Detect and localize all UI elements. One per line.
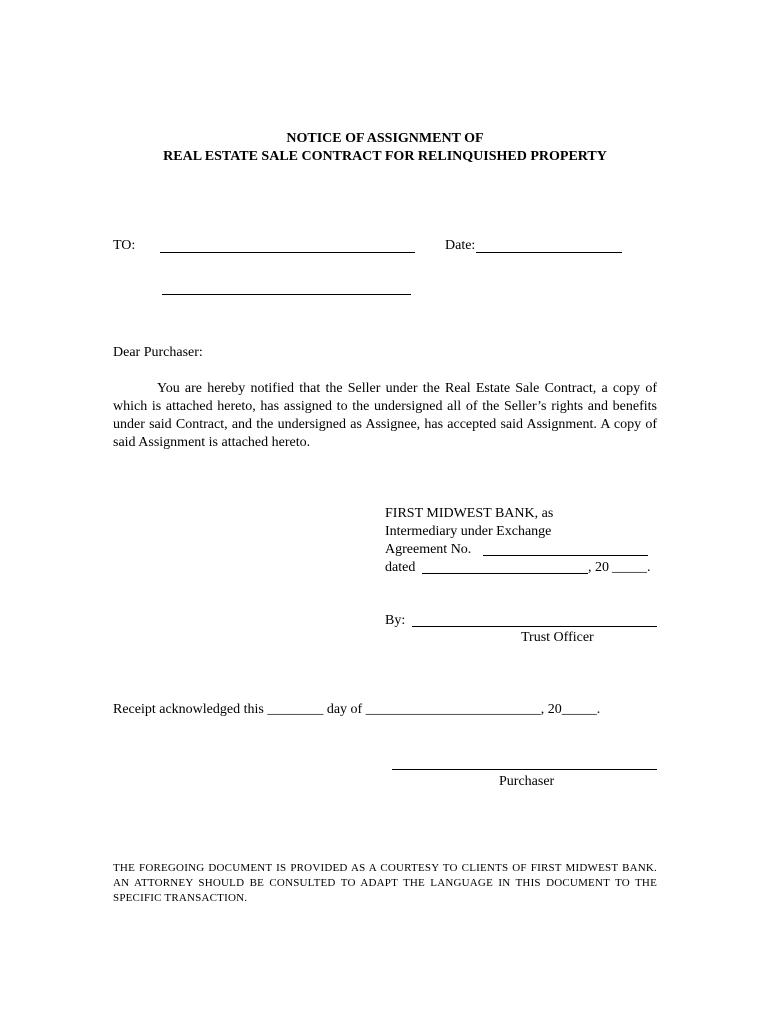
- dated-year-prefix: , 20: [588, 560, 609, 575]
- by-label: By:: [385, 613, 406, 628]
- dated-year-blank: _____.: [612, 560, 651, 575]
- date-line: [476, 252, 622, 253]
- to-line-2: [162, 294, 411, 295]
- purchaser-label: Purchaser: [499, 774, 555, 789]
- document-title-line-1: NOTICE OF ASSIGNMENT OF: [286, 131, 484, 146]
- to-line-1: [160, 252, 415, 253]
- agreement-no-line: [483, 555, 648, 556]
- signature-line: [412, 626, 657, 627]
- bank-line-2: Intermediary under Exchange: [385, 524, 552, 539]
- to-label: TO:: [113, 238, 136, 253]
- body-paragraph: You are hereby notified that the Seller under the Real Estate Sale Contract, a copy of which is attached hereto, has assigned to the undersigned all of the Seller’s rights and benefits under said Contract, and the undersigned as Assignee, has accepted said Assignment. A copy of said Assignment is attached hereto.: [113, 381, 657, 450]
- date-label: Date:: [445, 238, 476, 253]
- receipt-acknowledgement: Receipt acknowledged this ________ day of _________________________, 20_____.: [113, 702, 601, 717]
- disclaimer-text: THE FOREGOING DOCUMENT IS PROVIDED AS A COURTESY TO CLIENTS OF FIRST MIDWEST BANK. AN ATTORNEY SHOULD BE CONSULTED TO ADAPT THE LANGUAGE IN THIS DOCUMENT TO THE SPECIFIC TRANSACTION.: [113, 862, 657, 904]
- document-title-line-2: REAL ESTATE SALE CONTRACT FOR RELINQUISHED PROPERTY: [163, 149, 607, 164]
- dated-line: [422, 573, 588, 574]
- bank-line-1: FIRST MIDWEST BANK, as: [385, 506, 554, 521]
- purchaser-signature-line: [392, 769, 657, 770]
- trust-officer-label: Trust Officer: [521, 630, 594, 645]
- agreement-no-label: Agreement No.: [385, 542, 472, 557]
- dated-label: dated: [385, 560, 416, 575]
- salutation: Dear Purchaser:: [113, 345, 203, 360]
